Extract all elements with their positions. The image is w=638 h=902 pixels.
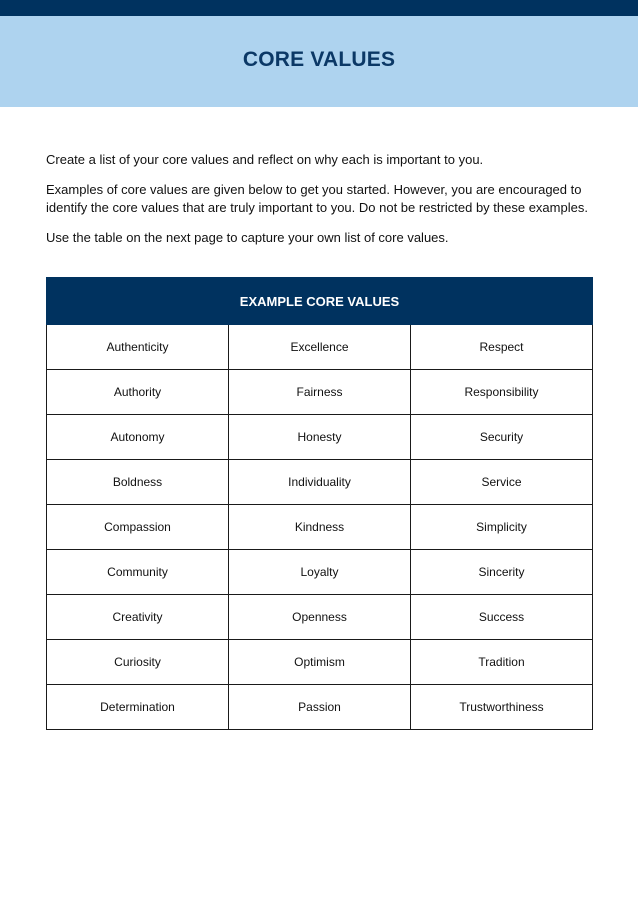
table-cell: Fairness	[229, 370, 411, 415]
table-cell: Optimism	[229, 640, 411, 685]
table-cell: Honesty	[229, 415, 411, 460]
table-header-row	[47, 278, 593, 325]
table-cell: Curiosity	[47, 640, 229, 685]
table-cell: Trustworthiness	[411, 685, 593, 730]
table-cell: Passion	[229, 685, 411, 730]
table-row	[47, 325, 593, 370]
table-cell: Kindness	[229, 505, 411, 550]
intro-text	[46, 151, 596, 247]
table-cell: Openness	[229, 595, 411, 640]
table-cell: Creativity	[47, 595, 229, 640]
core-values-table	[46, 277, 593, 730]
table-cell: Autonomy	[47, 415, 229, 460]
table-row	[47, 505, 593, 550]
table-cell: Sincerity	[411, 550, 593, 595]
intro-paragraph: Use the table on the next page to capture your own list of core values.	[46, 230, 449, 245]
table-cell: Tradition	[411, 640, 593, 685]
table-cell: Service	[411, 460, 593, 505]
table-cell: Responsibility	[411, 370, 593, 415]
table-cell: Compassion	[47, 505, 229, 550]
header-band	[0, 16, 638, 107]
table-cell: Security	[411, 415, 593, 460]
table-cell: Excellence	[229, 325, 411, 370]
top-accent-bar	[0, 0, 638, 16]
table-cell: Authenticity	[47, 325, 229, 370]
table-heading: EXAMPLE CORE VALUES	[47, 278, 593, 325]
table-cell: Boldness	[47, 460, 229, 505]
table-cell: Simplicity	[411, 505, 593, 550]
table-row	[47, 415, 593, 460]
table-cell: Determination	[47, 685, 229, 730]
table-cell: Authority	[47, 370, 229, 415]
table-row	[47, 640, 593, 685]
table-cell: Respect	[411, 325, 593, 370]
table-row	[47, 685, 593, 730]
intro-paragraph: Create a list of your core values and reflect on why each is important to you.	[46, 152, 484, 167]
table-row	[47, 370, 593, 415]
table-cell: Success	[411, 595, 593, 640]
intro-paragraph: Examples of core values are given below to get you started. However, you are encouraged to identify the core values that are truly important to you. Do not be restricted by these examples.	[46, 182, 588, 215]
table-cell: Loyalty	[229, 550, 411, 595]
table-row	[47, 595, 593, 640]
page-title: CORE VALUES	[242, 47, 396, 71]
table-cell: Individuality	[229, 460, 411, 505]
table-row	[47, 550, 593, 595]
table-row	[47, 460, 593, 505]
table-cell: Community	[47, 550, 229, 595]
